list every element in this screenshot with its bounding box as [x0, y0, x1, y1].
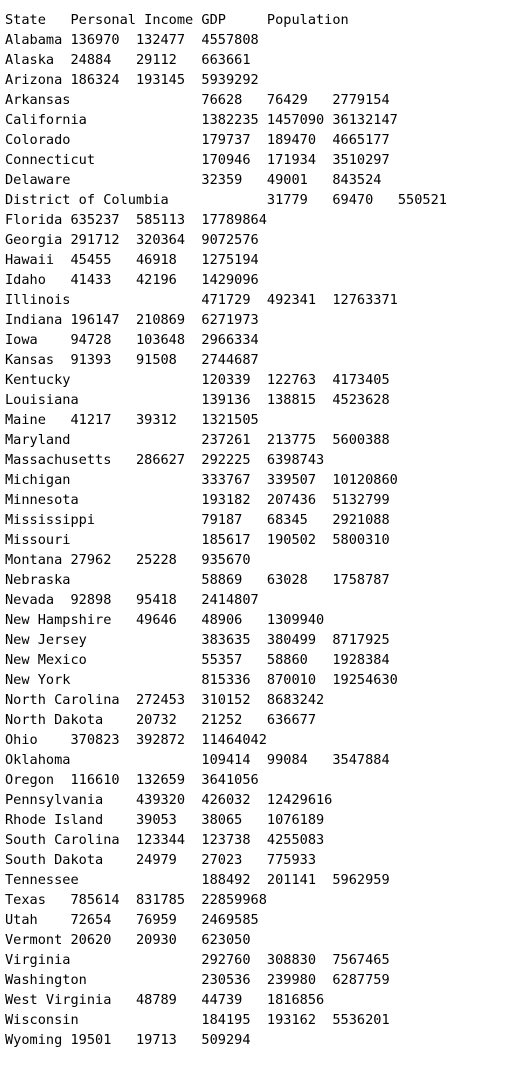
data-line: Montana 27962 25228 935670 — [5, 552, 251, 568]
data-line: Delaware 32359 49001 843524 — [5, 172, 382, 188]
data-line: Virginia 292760 308830 7567465 — [5, 952, 390, 968]
data-line: Idaho 41433 42196 1429096 — [5, 272, 259, 288]
header-line: State Personal Income GDP Population — [5, 12, 349, 28]
data-line: Florida 635237 585113 17789864 — [5, 212, 267, 228]
data-line: South Carolina 123344 123738 4255083 — [5, 832, 325, 848]
data-line: Mississippi 79187 68345 2921088 — [5, 512, 390, 528]
data-line: Nebraska 58869 63028 1758787 — [5, 572, 390, 588]
text-document — [5, 10, 447, 1050]
data-line: California 1382235 1457090 36132147 — [5, 112, 398, 128]
data-line: Oregon 116610 132659 3641056 — [5, 772, 259, 788]
data-line: Tennessee 188492 201141 5962959 — [5, 872, 390, 888]
data-line: Georgia 291712 320364 9072576 — [5, 232, 259, 248]
data-line: New York 815336 870010 19254630 — [5, 672, 398, 688]
data-line: Alaska 24884 29112 663661 — [5, 52, 251, 68]
data-line: Pennsylvania 439320 426032 12429616 — [5, 792, 333, 808]
data-line: Rhode Island 39053 38065 1076189 — [5, 812, 325, 828]
data-line: Minnesota 193182 207436 5132799 — [5, 492, 390, 508]
data-line: Indiana 196147 210869 6271973 — [5, 312, 259, 328]
data-line: Wisconsin 184195 193162 5536201 — [5, 1012, 390, 1028]
data-line: Missouri 185617 190502 5800310 — [5, 532, 390, 548]
data-line: New Mexico 55357 58860 1928384 — [5, 652, 390, 668]
data-line: Louisiana 139136 138815 4523628 — [5, 392, 390, 408]
data-line: Hawaii 45455 46918 1275194 — [5, 252, 259, 268]
data-line: Texas 785614 831785 22859968 — [5, 892, 267, 908]
data-line: Alabama 136970 132477 4557808 — [5, 32, 259, 48]
data-line: Ohio 370823 392872 11464042 — [5, 732, 267, 748]
data-line: Vermont 20620 20930 623050 — [5, 932, 251, 948]
data-line: Wyoming 19501 19713 509294 — [5, 1032, 251, 1048]
data-line: Iowa 94728 103648 2966334 — [5, 332, 259, 348]
data-line: Washington 230536 239980 6287759 — [5, 972, 390, 988]
data-line: South Dakota 24979 27023 775933 — [5, 852, 316, 868]
data-line: Maine 41217 39312 1321505 — [5, 412, 259, 428]
data-line: Utah 72654 76959 2469585 — [5, 912, 259, 928]
data-line: Massachusetts 286627 292225 6398743 — [5, 452, 325, 468]
data-line: Colorado 179737 189470 4665177 — [5, 132, 390, 148]
data-line: Arkansas 76628 76429 2779154 — [5, 92, 390, 108]
data-line: Kansas 91393 91508 2744687 — [5, 352, 259, 368]
data-line: New Hampshire 49646 48906 1309940 — [5, 612, 325, 628]
data-line: Connecticut 170946 171934 3510297 — [5, 152, 390, 168]
data-line: West Virginia 48789 44739 1816856 — [5, 992, 325, 1008]
data-line: Kentucky 120339 122763 4173405 — [5, 372, 390, 388]
data-line: North Carolina 272453 310152 8683242 — [5, 692, 325, 708]
data-line: North Dakota 20732 21252 636677 — [5, 712, 316, 728]
data-line: Nevada 92898 95418 2414807 — [5, 592, 259, 608]
data-line: Maryland 237261 213775 5600388 — [5, 432, 390, 448]
data-line: Illinois 471729 492341 12763371 — [5, 292, 398, 308]
data-line: District of Columbia 31779 69470 550521 — [5, 192, 447, 208]
data-line: Michigan 333767 339507 10120860 — [5, 472, 398, 488]
data-line: Oklahoma 109414 99084 3547884 — [5, 752, 390, 768]
data-line: New Jersey 383635 380499 8717925 — [5, 632, 390, 648]
data-line: Arizona 186324 193145 5939292 — [5, 72, 259, 88]
